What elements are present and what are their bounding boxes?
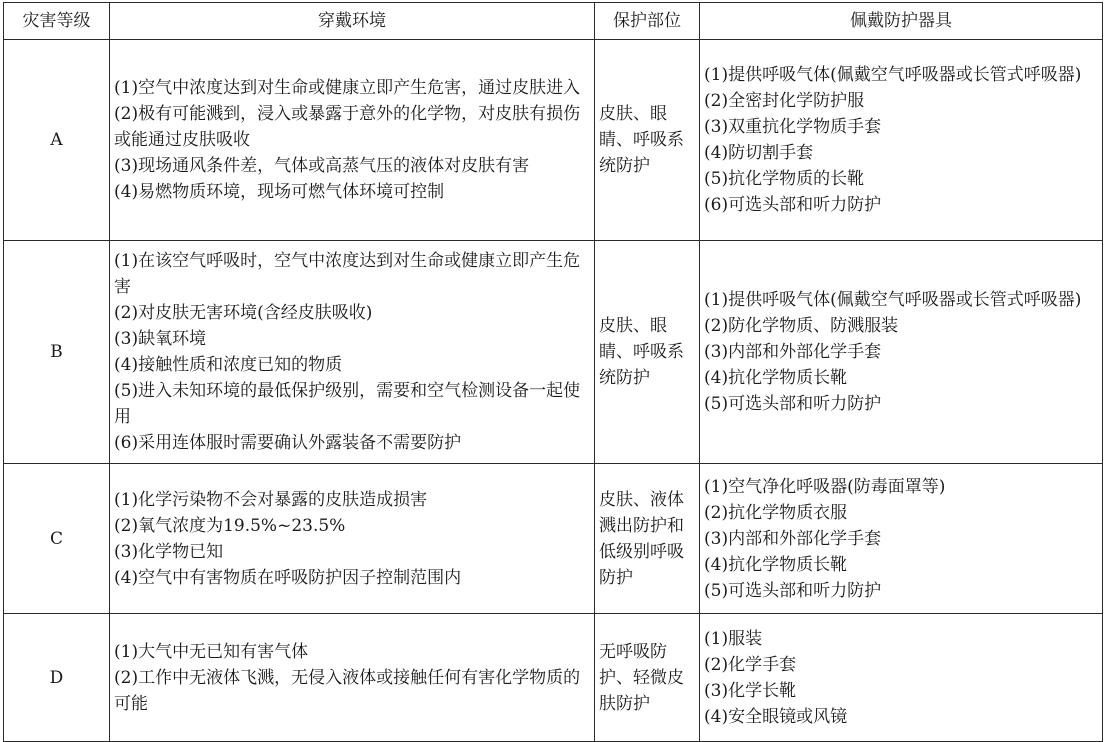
protection-area-cell: 皮肤、眼睛、呼吸系统防护 [595,241,700,464]
equipment-cell [700,464,1103,614]
protection-area-cell: 皮肤、眼睛、呼吸系统防护 [595,40,700,241]
hazard-level: B [4,241,110,464]
equipment-item: (1)空气净化呼吸器(防毒面罩等) [704,476,946,497]
equipment-cell [700,614,1103,742]
environment-cell [110,614,595,742]
equipment-item: (2)化学手套 [704,654,797,675]
header-protection-area: 保护部位 [595,3,700,40]
environment-item: (3)现场通风条件差，气体或高蒸气压的液体对皮肤有害 [114,156,530,176]
environment-cell [110,464,595,614]
header-level: 灾害等级 [4,3,110,40]
environment-item: (2)工作中无液体飞溅，无侵入液体或接触任何有害化学物质的可能 [114,667,581,714]
environment-item: (4)接触性质和浓度已知的物质 [114,355,343,375]
environment-item: (1)大气中无已知有害气体 [114,641,309,662]
equipment-item: (2)抗化学物质衣服 [704,502,848,523]
environment-item: (4)易燃物质环境，现场可燃气体环境可控制 [114,182,445,202]
table-header-row [4,3,1103,40]
equipment-item: (5)可选头部和听力防护 [704,394,882,414]
hazard-level: C [4,464,110,614]
environment-item: (3)化学物已知 [114,541,224,562]
table-row [4,40,1103,241]
hazard-level: D [4,614,110,742]
equipment-item: (4)防切割手套 [704,143,814,163]
hazard-protection-table [3,2,1103,742]
environment-item: (1)空气中浓度达到对生命或健康立即产生危害，通过皮肤进入 [114,78,581,98]
environment-item: (5)进入未知环境的最低保护级别，需要和空气检测设备一起使用 [114,381,581,427]
equipment-item: (1)服装 [704,628,763,649]
equipment-item: (2)全密封化学防护服 [704,91,865,111]
table-row [4,614,1103,742]
equipment-item: (4)抗化学物质长靴 [704,554,848,575]
environment-item: (1)化学污染物不会对暴露的皮肤造成损害 [114,489,428,510]
table-row [4,464,1103,614]
environment-item: (2)对皮肤无害环境(含经皮肤吸收) [114,303,373,323]
environment-item: (2)氧气浓度为19.5%~23.5% [114,515,346,536]
header-equipment: 佩戴防护器具 [700,3,1103,40]
equipment-cell [700,241,1103,464]
equipment-item: (5)抗化学物质的长靴 [704,169,865,189]
environment-item: (1)在该空气呼吸时，空气中浓度达到对生命或健康立即产生危害 [114,251,581,297]
protection-area-cell: 无呼吸防护、轻微皮肤防护 [595,614,700,742]
environment-item: (6)采用连体服时需要确认外露装备不需要防护 [114,433,462,453]
equipment-item: (5)可选头部和听力防护 [704,580,882,601]
equipment-item: (4)安全眼镜或风镜 [704,706,848,727]
hazard-level: A [4,40,110,241]
protection-area-cell: 皮肤、液体溅出防护和低级别呼吸防护 [595,464,700,614]
equipment-item: (1)提供呼吸气体(佩戴空气呼吸器或长管式呼吸器) [704,290,1082,310]
environment-cell [110,241,595,464]
equipment-item: (3)双重抗化学物质手套 [704,117,882,137]
equipment-cell [700,40,1103,241]
header-environment: 穿戴环境 [110,3,595,40]
equipment-item: (4)抗化学物质长靴 [704,368,848,388]
environment-item: (3)缺氧环境 [114,329,207,349]
table-row [4,241,1103,464]
environment-item: (4)空气中有害物质在呼吸防护因子控制范围内 [114,567,462,588]
environment-cell [110,40,595,241]
equipment-item: (6)可选头部和听力防护 [704,195,882,215]
equipment-item: (3)化学长靴 [704,680,797,701]
environment-item: (2)极有可能溅到，浸入或暴露于意外的化学物，对皮肤有损伤或能通过皮肤吸收 [114,104,581,150]
equipment-item: (3)内部和外部化学手套 [704,528,882,549]
equipment-item: (1)提供呼吸气体(佩戴空气呼吸器或长管式呼吸器) [704,65,1082,85]
equipment-item: (2)防化学物质、防溅服装 [704,316,899,336]
equipment-item: (3)内部和外部化学手套 [704,342,882,362]
